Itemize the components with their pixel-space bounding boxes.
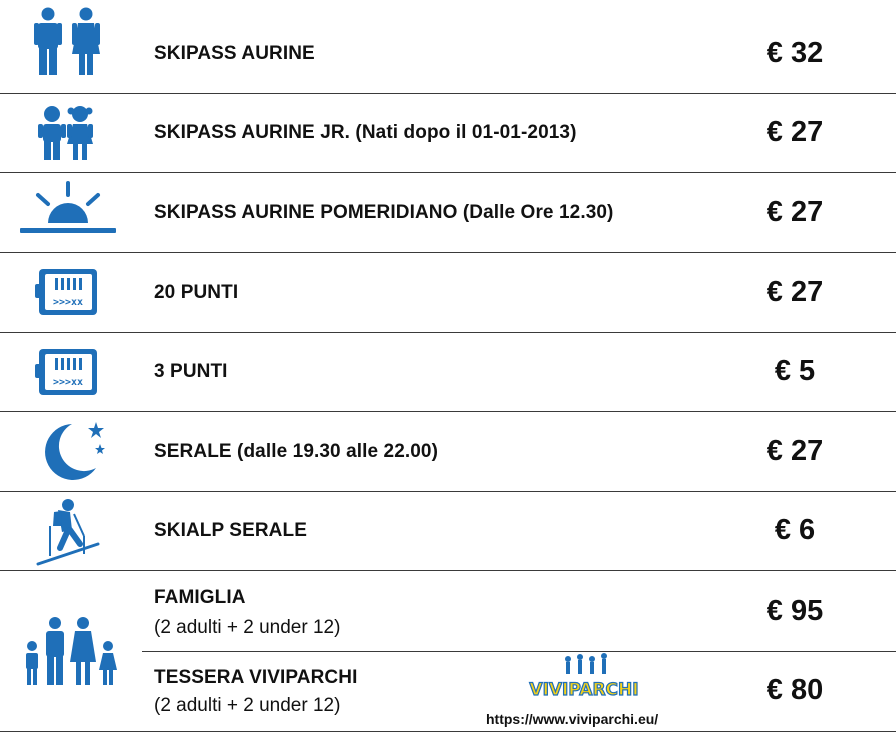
logo-text: VIVIPARCHI bbox=[529, 680, 639, 700]
row-price: € 27 bbox=[766, 435, 824, 467]
tessera-label: TESSERA VIVIPARCHI bbox=[154, 667, 358, 688]
points-card-icon bbox=[18, 263, 118, 321]
row-label: SKIPASS AURINE JR. (Nati dopo il 01-01-2013) bbox=[154, 122, 577, 143]
adult-couple-icon bbox=[18, 4, 118, 76]
row-price: € 6 bbox=[774, 514, 816, 546]
ski-mountaineer-icon bbox=[18, 496, 118, 568]
price-row-skialp bbox=[0, 492, 896, 570]
family-section bbox=[0, 571, 896, 732]
tessera-price: € 80 bbox=[766, 674, 824, 706]
svg-text:>>>xx: >>>xx bbox=[52, 377, 84, 388]
row-price: € 5 bbox=[774, 355, 816, 387]
svg-text:>>>xx: >>>xx bbox=[52, 297, 84, 308]
row-price: € 32 bbox=[766, 37, 824, 69]
famiglia-sub: (2 adulti + 2 under 12) bbox=[154, 617, 341, 638]
price-row-serale bbox=[0, 412, 896, 491]
family-icon bbox=[20, 601, 125, 701]
row-divider bbox=[142, 651, 896, 652]
sunset-icon bbox=[18, 179, 118, 245]
viviparchi-logo bbox=[526, 651, 642, 709]
row-price: € 27 bbox=[766, 116, 824, 148]
moon-stars-icon bbox=[18, 418, 118, 484]
price-row-skipass bbox=[0, 0, 896, 93]
viviparchi-url[interactable]: https://www.viviparchi.eu/ bbox=[486, 711, 659, 727]
children-icon bbox=[18, 102, 118, 162]
price-row-20-punti bbox=[0, 253, 896, 332]
points-card-icon bbox=[18, 343, 118, 401]
row-label: SKIPASS AURINE POMERIDIANO (Dalle Ore 12.30) bbox=[154, 202, 614, 223]
row-label: SKIALP SERALE bbox=[154, 520, 307, 541]
row-label: SERALE (dalle 19.30 alle 22.00) bbox=[154, 441, 439, 462]
price-row-pomeridiano bbox=[0, 173, 896, 252]
price-row-skipass-jr bbox=[0, 94, 896, 172]
price-row-3-punti bbox=[0, 333, 896, 411]
famiglia-label: FAMIGLIA bbox=[154, 587, 246, 608]
tessera-sub: (2 adulti + 2 under 12) bbox=[154, 695, 341, 716]
famiglia-price: € 95 bbox=[766, 595, 824, 627]
row-label: 3 PUNTI bbox=[154, 361, 228, 382]
row-label: SKIPASS AURINE bbox=[154, 43, 315, 64]
row-label: 20 PUNTI bbox=[154, 282, 239, 303]
row-price: € 27 bbox=[766, 196, 824, 228]
row-price: € 27 bbox=[766, 276, 824, 308]
